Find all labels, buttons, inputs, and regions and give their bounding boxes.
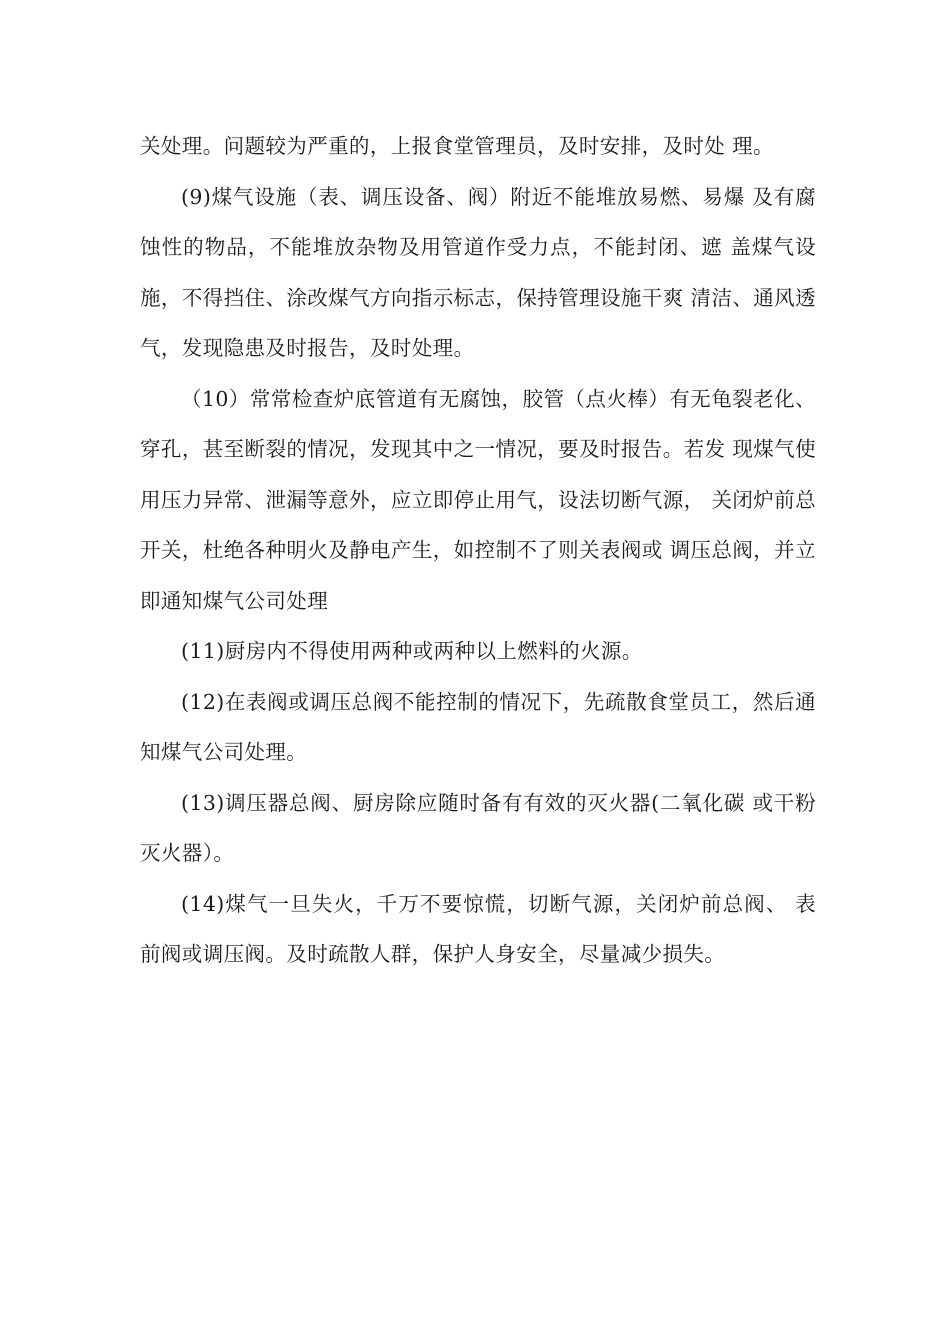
paragraph-item-10: （10）常常检查炉底管道有无腐蚀，胶管（点火棒）有无龟裂老化、穿孔，甚至断裂的情况，发现其中之一情况，要及时报告。若发 现煤气使用压力异常、泄漏等意外，应立即停止用气，设法切断气源， 关闭炉前总开关，杜绝各种明火及静电产生，如控制不了则关表阀或 调压总阀，并立即通知煤气公司处理 — [140, 386, 816, 613]
paragraph-item-13: (13)调压器总阀、厨房除应随时备有有效的灭火器(二氧化碳 或干粉灭火器）。 — [140, 790, 816, 865]
paragraph-item-11: (11)厨房内不得使用两种或两种以上燃料的火源。 — [181, 639, 643, 663]
paragraph-item-12: (12)在表阀或调压总阀不能控制的情况下，先疏散食堂员工，然后通知煤气公司处理。 — [140, 689, 816, 764]
paragraph-continuation: 关处理。问题较为严重的，上报食堂管理员，及时安排，及时处 理。 — [140, 134, 774, 158]
document-body — [140, 121, 816, 980]
paragraph-item-9: (9)煤气设施（表、调压设备、阀）附近不能堆放易燃、易爆 及有腐蚀性的物品，不能堆放杂物及用管道作受力点，不能封闭、遮 盖煤气设施，不得挡住、涂改煤气方向指示标志，保持管理设施干爽 清洁、通风透气，发现隐患及时报告，及时处理。 — [140, 184, 816, 360]
paragraph-item-14: (14)煤气一旦失火，千万不要惊慌，切断气源，关闭炉前总阀、 表前阀或调压阀。及时疏散人群，保护人身安全，尽量减少损失。 — [140, 891, 816, 966]
